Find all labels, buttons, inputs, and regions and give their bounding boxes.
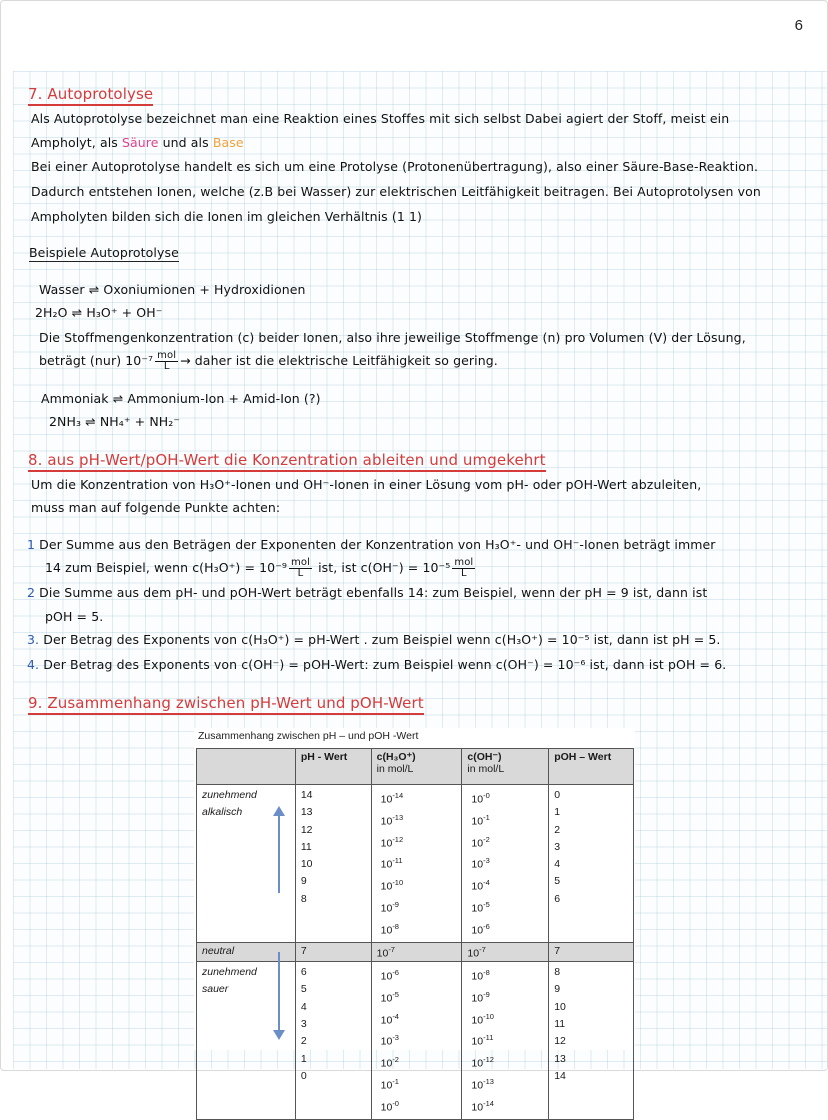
section-7-paragraph-line-2: Ampholyt, als Säure und als Base [31, 135, 244, 150]
header-ph: pH - Wert [295, 749, 371, 785]
alkaline-arrow-head-icon [273, 806, 285, 816]
table-cell-value: $10^{-0}$ [380, 1098, 399, 1114]
table-cell-value: $10^{-11}$ [380, 856, 403, 871]
base-word: Base [212, 135, 244, 150]
acid-ph-values [295, 962, 371, 1120]
table-cell-value: 0 [300, 1069, 307, 1082]
mol-per-liter-fraction: $\frac{\text{mol}}{L}$ [157, 350, 177, 372]
table-cell-value: $10^{-14}$ [471, 1098, 494, 1114]
table-cell-value: $10^{-3}$ [380, 1033, 399, 1048]
table-cell-value: $10^{-6}$ [471, 921, 490, 937]
section-8-intro-line-1: Um die Konzentration von H₃O⁺-Ionen und OH⁻-Ionen in einer Lösung vom pH- oder pOH-Wert abzuleiten, [31, 477, 702, 492]
table-cell-value: $10^{-1}$ [380, 1077, 399, 1092]
neutral-poh: 7 [549, 942, 634, 962]
table-cell-value: $10^{-10}$ [380, 878, 404, 893]
table-cell-value: 8 [300, 892, 307, 905]
alkaline-h3o-values [371, 785, 462, 943]
alkaline-up-arrow [278, 813, 280, 893]
alkaline-poh-values [549, 785, 634, 943]
acid-h3o-values [371, 962, 462, 1120]
neutral-label: neutral [197, 942, 296, 962]
table-caption: Zusammenhang zwischen pH – und pOH -Wert [198, 730, 419, 742]
table-cell-value: $10^{-0}$ [471, 791, 490, 806]
table-row-neutral [197, 942, 634, 962]
ammonia-formula-equation: 2NH₃ ⇌ NH₄⁺ + NH₂⁻ [49, 414, 181, 429]
water-word-equation: Wasser ⇌ Oxoniumionen + Hydroxidionen [39, 282, 306, 297]
table-header-row [197, 749, 634, 785]
acid-word: Säure [121, 135, 159, 150]
section-7-title: 7. Autoprotolyse [28, 85, 153, 103]
ammonia-word-equation: Ammoniak ⇌ Ammonium-Ion + Amid-Ion (?) [41, 391, 321, 406]
table-cell-value: 12 [554, 1035, 566, 1048]
section-7-paragraph-line-3: Bei einer Autoprotolyse handelt es sich um eine Protolyse (Protonenübertragung), also einer Säure-Base-Reaktion. [31, 159, 759, 174]
table-cell-value: $10^{-9}$ [471, 989, 490, 1005]
section-8-title: 8. aus pH-Wert/pOH-Wert die Konzentration ableiten und umgekehrt [28, 451, 546, 469]
table-cell-value: $10^{-4}$ [471, 878, 490, 893]
table-cell-value: $10^{-1}$ [471, 812, 490, 828]
table-cell-value: 2 [554, 823, 561, 836]
page-number: 6 [794, 17, 803, 34]
table-cell-value: $10^{-12}$ [471, 1055, 494, 1070]
examples-title: Beispiele Autoprotolyse [29, 245, 179, 260]
table-cell-value: 1 [300, 1052, 307, 1065]
concentration-line-1: Die Stoffmengenkonzentration (c) beider Ionen, also ihre jeweilige Stoffmenge (n) pro Volumen (V) der Lösung, [39, 330, 746, 345]
table-cell-value: 6 [554, 892, 561, 905]
table-cell-value: $10^{-4}$ [380, 1011, 399, 1027]
acid-down-arrow [278, 952, 280, 1032]
table-cell-value: $10^{-13}$ [380, 812, 404, 828]
section-9-title: 9. Zusammenhang zwischen pH-Wert und pOH-Wert [28, 694, 424, 712]
table-cell-value: $10^{-9}$ [380, 899, 399, 915]
table-cell-value: 1 [554, 806, 561, 819]
neutral-ph: 7 [295, 942, 371, 962]
table-cell-value: $10^{-8}$ [471, 968, 490, 983]
table-cell-value: 12 [300, 823, 313, 836]
table-cell-value: 3 [554, 840, 561, 853]
table-row-alkaline [197, 785, 634, 943]
header-oh: c(OH⁻) in mol/L [462, 749, 549, 785]
table-cell-value: 13 [554, 1052, 566, 1065]
table-cell-value: $10^{-5}$ [380, 989, 399, 1005]
table-cell-value: $10^{-10}$ [471, 1011, 494, 1027]
table-cell-value: 11 [300, 840, 312, 853]
table-cell-value: 5 [300, 983, 307, 996]
table-cell-value: $10^{-14}$ [380, 791, 404, 806]
table-cell-value: 4 [554, 858, 561, 871]
table-cell-value: 2 [300, 1035, 307, 1048]
table-cell-value: 13 [300, 806, 313, 819]
table-cell-value: $10^{-8}$ [380, 921, 399, 937]
table-cell-value: 14 [300, 789, 313, 801]
table-cell-value: 14 [554, 1069, 566, 1082]
header-empty [197, 749, 296, 785]
table-cell-value: $10^{-3}$ [471, 856, 490, 871]
table-cell-value: 6 [300, 966, 307, 979]
table-cell-value: 0 [554, 789, 561, 801]
table-row-acid [197, 962, 634, 1120]
acid-poh-values [549, 962, 634, 1120]
table-cell-value: 10 [554, 1000, 566, 1013]
table-cell-value: 3 [300, 1017, 307, 1030]
ph-poh-table-panel [194, 728, 635, 1114]
table-cell-value: $10^{-2}$ [380, 1055, 399, 1070]
header-h3o: c(H₃O⁺) in mol/L [371, 749, 462, 785]
water-formula-equation: 2H₂O ⇌ H₃O⁺ + OH⁻ [35, 305, 163, 320]
table-cell-value: 10 [300, 858, 313, 871]
alkaline-oh-values [462, 785, 549, 943]
neutral-h3o: $10^{-7}$ [371, 942, 462, 962]
ph-poh-table [196, 748, 634, 1120]
alkaline-label-cell: zunehmend alkalisch [197, 785, 296, 943]
point-1-line-1: 1 Der Summe aus den Beträgen der Exponenten der Konzentration von H₃O⁺- und OH⁻-Ionen beträgt immer [27, 537, 716, 552]
point-3-line: 3. Der Betrag des Exponents von c(H₃O⁺) = pH-Wert . zum Beispiel wenn c(H₃O⁺) = 10⁻⁵ ist, dann ist pH = 5. [27, 632, 721, 647]
header-poh: pOH – Wert [549, 749, 634, 785]
section-7-paragraph-line-1: Als Autoprotolyse bezeichnet man eine Reaktion eines Stoffes mit sich selbst Dabei agiert der Stoff, meist ein [31, 111, 730, 126]
concentration-line-2: beträgt (nur) 10⁻⁷ $\frac{\text{mol}}{L}$ → daher ist die elektrische Leitfähigkeit so gering. [39, 350, 498, 372]
table-cell-value: 11 [554, 1017, 566, 1030]
point-2-line-1: 2 Die Summe aus dem pH- und pOH-Wert beträgt ebenfalls 14: zum Beispiel, wenn der pH = 9 ist, dann ist [27, 585, 708, 600]
acid-label-cell: zunehmend sauer [197, 962, 296, 1120]
table-cell-value: 8 [554, 966, 561, 979]
table-cell-value: 5 [554, 875, 561, 888]
table-cell-value: 9 [300, 875, 307, 888]
neutral-oh: $10^{-7}$ [462, 942, 549, 962]
table-cell-value: 4 [300, 1000, 307, 1013]
table-cell-value: $10^{-13}$ [471, 1077, 494, 1092]
table-cell-value: $10^{-5}$ [471, 899, 490, 915]
table-cell-value: $10^{-6}$ [380, 968, 399, 983]
section-8-intro-line-2: muss man auf folgende Punkte achten: [31, 500, 281, 515]
table-cell-value: $10^{-2}$ [471, 834, 490, 850]
point-2-line-2: pOH = 5. [45, 609, 104, 624]
table-cell-value: 9 [554, 983, 561, 996]
table-cell-value: $10^{-11}$ [471, 1033, 494, 1048]
table-cell-value: $10^{-12}$ [380, 834, 404, 850]
acid-oh-values [462, 962, 549, 1120]
point-4-line: 4. Der Betrag des Exponents von c(OH⁻) = pOH-Wert: zum Beispiel wenn c(OH⁻) = 10⁻⁶ ist, dann ist pOH = 6. [27, 657, 727, 672]
acid-arrow-head-icon [273, 1030, 285, 1040]
section-7-paragraph-line-4: Dadurch entstehen Ionen, welche (z.B bei Wasser) zur elektrischen Leitfähigkeit beitragen. Bei Autoprotolysen von [31, 184, 761, 199]
point-1-line-2: 14 zum Beispiel, wenn c(H₃O⁺) = 10⁻⁹ $\frac{\text{mol}}{L}$ ist, ist c(OH⁻) = 10⁻⁵ $\frac{\text{mol}}{L}$ [45, 557, 474, 579]
section-7-paragraph-line-5: Ampholyten bilden sich die Ionen im gleichen Verhältnis (1 1) [31, 209, 422, 224]
alkaline-ph-values [295, 785, 371, 943]
